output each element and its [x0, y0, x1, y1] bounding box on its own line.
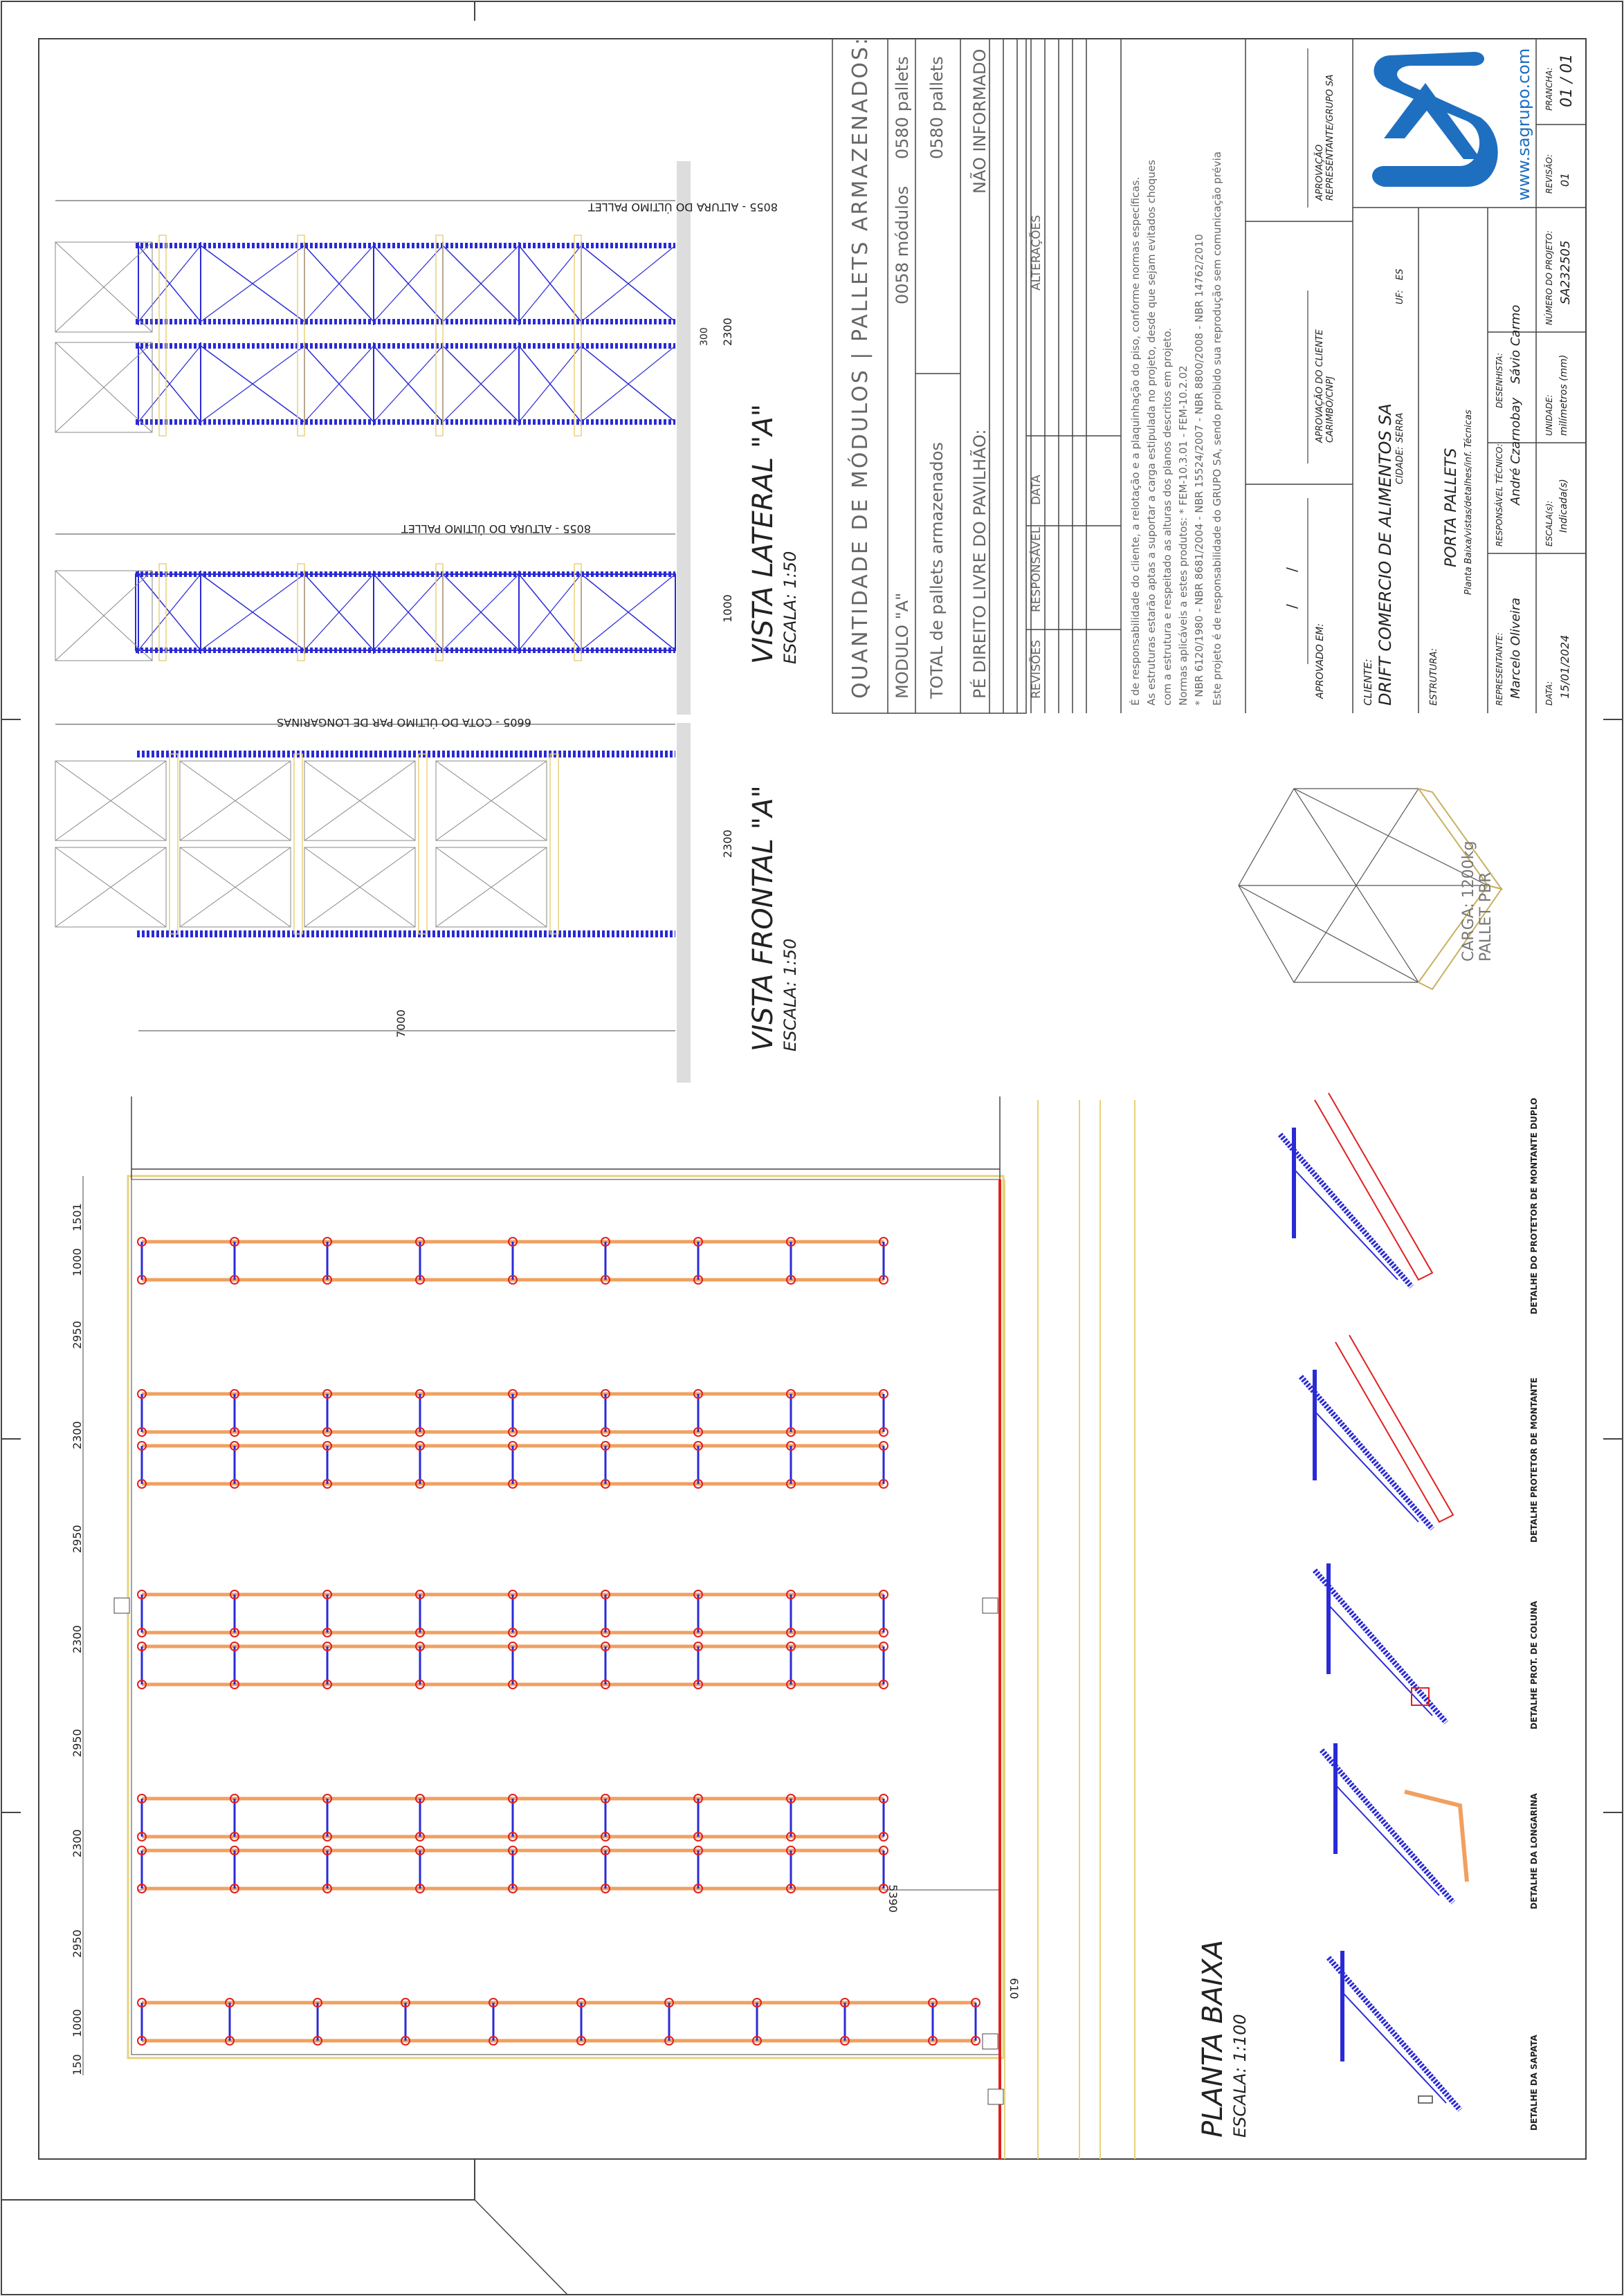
detail-label-4: DETALHE DA LONGARINA: [1529, 1793, 1539, 1909]
escala-value: Indicada(s): [1558, 479, 1569, 533]
detail-protector: [1335, 1335, 1453, 1522]
rev-col-data: DATA: [1030, 475, 1043, 505]
aprovado-date: / /: [1284, 553, 1300, 609]
pe-direito-label: PÉ DIREITO LIVRE DO PAVILHÃO:: [970, 429, 989, 699]
detail-label-5: DETALHE DA SAPATA: [1529, 2035, 1539, 2131]
note-line-4: Normas aplicáveis a estes produtos: * FEM-10.3.01 - FEM-10.2.02: [1177, 365, 1189, 706]
detail-label-3: DETALHE PROT. DE COLUNA: [1529, 1601, 1539, 1729]
detail-upright: [1301, 1377, 1432, 1529]
cidade-value: SERRA: [1395, 412, 1405, 443]
lateral-scale: ESCALA: 1:50: [781, 551, 800, 664]
cliente-approval: APROVAÇÃO DO CLIENTE CARIMBO/CNPJ: [1315, 329, 1335, 443]
revisao-label: REVISÃO:: [1544, 154, 1554, 194]
representante-value: Marcelo Oliveira: [1508, 598, 1523, 699]
flue-dim: 300: [699, 327, 710, 346]
plan-dim-11: 150: [71, 2054, 84, 2075]
estrutura-sub: Planta Baixa/vistas/detalhes/inf. Técnicas: [1463, 410, 1474, 595]
plan-dim-2: 1000: [71, 1248, 84, 1276]
end-gap-dim: 610: [1007, 1978, 1021, 1999]
cidade-label: CIDADE:: [1395, 446, 1405, 484]
plan-dim-5: 2950: [71, 1525, 84, 1553]
planta-scale: ESCALA: 1:100: [1230, 2014, 1250, 2138]
frontal-total-dim: 7000: [394, 1009, 408, 1038]
uf-label: UF:: [1395, 290, 1405, 304]
prancha-label: PRANCHA:: [1544, 67, 1554, 111]
frontal-scale: ESCALA: 1:50: [781, 938, 800, 1051]
note-line-3: com a estrutura e respeitado as alturas dos planos descritos em projeto.: [1161, 328, 1174, 706]
plan-dim-6: 2300: [71, 1625, 84, 1653]
detail-label-2: DETALHE PROTETOR DE MONTANTE: [1529, 1377, 1539, 1543]
total-pallets: 0580 pallets: [927, 56, 947, 159]
numero-value: SA232505: [1558, 240, 1573, 304]
quantities-header: QUANTIDADE DE MÓDULOS | PALLETS ARMAZENADOS:: [848, 35, 873, 699]
frontal-depth-dim: 2300: [721, 829, 734, 858]
aisle-dim: 5390: [886, 1884, 900, 1913]
altura-note-2: 8055 - ALTURA DO ÚLTIMO PALLET: [401, 522, 591, 535]
depth-single-dim: 1000: [721, 594, 734, 623]
note-line-1: É de responsabilidade do cliente, a relotação e a plaquinhação do piso, conforme normas específicas.: [1129, 176, 1142, 706]
escala-label: ESCALA(s):: [1544, 500, 1554, 547]
plan-dim-3: 2950: [71, 1321, 84, 1349]
detail-baseplate: [1418, 2096, 1432, 2103]
website-link[interactable]: www.sagrupo.com: [1514, 48, 1533, 201]
altura-note-1: 8055 - ALTURA DO ÚLTIMO PALLET: [588, 201, 778, 214]
aprovado-em-label: APROVADO EM:: [1315, 623, 1326, 699]
note-line-6: Este projeto é de responsabilidade do GRUPO SA, sendo proibido sua reprodução sem comunicação prévia: [1211, 151, 1223, 706]
resp-tecnico-label: RESPONSÁVEL TÉCNICO:: [1495, 443, 1504, 547]
planta-title: PLANTA BAIXA: [1197, 1940, 1229, 2138]
detail-upright: [1280, 1135, 1412, 1287]
data-value: 15/01/2024: [1558, 634, 1571, 699]
rev-col-alteracoes: ALTERAÇÕES: [1030, 214, 1043, 291]
note-line-2: As estruturas estarão aptas a suportar a carga estipulada no projeto, desde que sejam evitados choques: [1145, 160, 1158, 706]
data-label: DATA:: [1544, 681, 1554, 706]
uf-value: ES: [1395, 268, 1405, 280]
unidade-label: UNIDADE:: [1544, 394, 1554, 436]
detail-label-1: DETALHE DO PROTETOR DE MONTANTE DUPLO: [1529, 1097, 1539, 1314]
estrutura-label: ESTRUTURA:: [1429, 648, 1439, 706]
detail-upright: [1329, 1958, 1460, 2110]
module-label: MODULO "A": [893, 592, 912, 699]
detail-upright: [1322, 1750, 1453, 1902]
rev-col-responsavel: RESPONSÁVEL: [1030, 526, 1043, 612]
detail-brace: [1342, 1992, 1446, 2103]
note-line-5: * NBR 6120/1980 - NBR 8681/2004 - NBR 15524/2007 - NBR 8800/2008 - NBR 14762/2010: [1193, 234, 1205, 706]
desenhista-label: DESENHISTA:: [1495, 353, 1504, 408]
cota-note: 6605 - COTA DO ÚLTIMO PAR DE LONGARINAS: [277, 716, 531, 729]
rev-col-revisoes: REVISÕES: [1030, 640, 1043, 699]
total-label: TOTAL de pallets armazenados: [927, 442, 947, 699]
prancha-value: 01 / 01: [1558, 53, 1576, 107]
detail-brace: [1329, 1605, 1432, 1716]
module-pallets: 0580 pallets: [893, 56, 912, 159]
lateral-title: VISTA LATERAL "A": [747, 403, 779, 664]
unidade-value: milímetros (mm): [1558, 354, 1569, 436]
representante-approval: APROVAÇÃO REPRESENTANTE/GRUPO SA: [1315, 74, 1335, 201]
detail-brace: [1335, 1785, 1439, 1895]
carga-label: CARGA: 1200kg: [1460, 841, 1477, 962]
depth-double-dim: 2300: [721, 318, 734, 346]
plan-dim-10: 1000: [71, 2009, 84, 2037]
representante-label: REPRESENTANTE:: [1495, 632, 1504, 706]
module-count: 0058 módulos: [893, 185, 912, 304]
plan-dim-7: 2950: [71, 1729, 84, 1757]
plan-dim-8: 2300: [71, 1829, 84, 1857]
cliente-name: DRIFT COMERCIO DE ALIMENTOS SA: [1376, 403, 1395, 706]
plan-dim-1: 1501: [71, 1203, 84, 1231]
plan-dim-4: 2300: [71, 1421, 84, 1449]
cliente-label: CLIENTE:: [1362, 659, 1374, 706]
detail-protector: [1315, 1093, 1432, 1280]
revisao-value: 01: [1558, 172, 1571, 187]
pallet-label: PALLET PBR: [1477, 872, 1495, 962]
estrutura-value: PORTA PALLETS: [1443, 448, 1460, 567]
detail-upright: [1315, 1570, 1446, 1723]
plan-dim-9: 2950: [71, 1929, 84, 1958]
desenhista-value: Sávio Carmo: [1508, 304, 1523, 384]
pe-direito-value: NÃO INFORMADO: [970, 48, 989, 194]
numero-label: NÚMERO DO PROJETO:: [1544, 230, 1554, 325]
frontal-title: VISTA FRONTAL "A": [747, 785, 779, 1051]
resp-tecnico-value: André Czarnobay: [1508, 397, 1523, 505]
